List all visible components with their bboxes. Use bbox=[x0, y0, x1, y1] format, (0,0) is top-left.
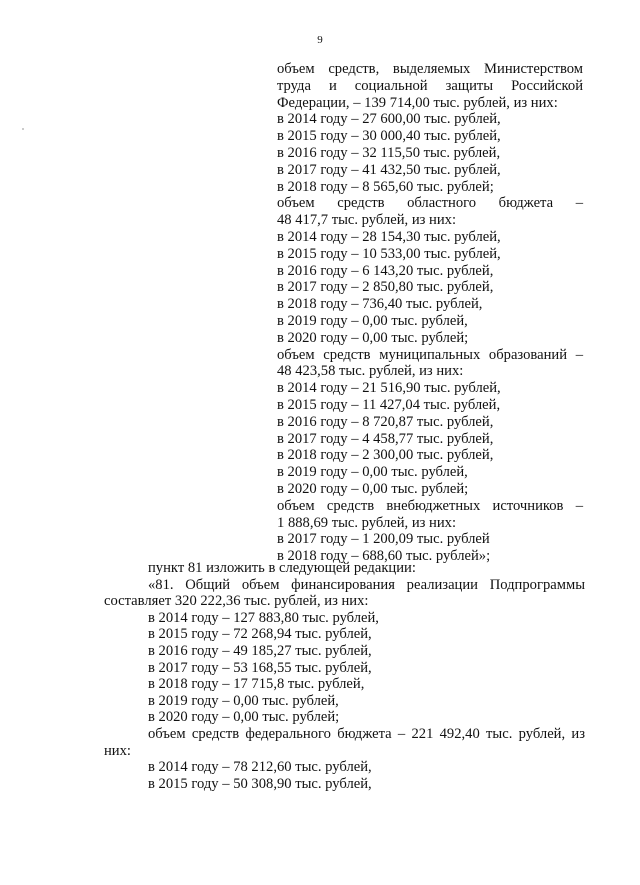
funding-line: в 2014 году – 21 516,90 тыс. рублей, bbox=[277, 380, 501, 397]
funding-line: 48 423,58 тыс. рублей, из них: bbox=[277, 363, 464, 380]
paragraph-line: в 2018 году – 17 715,8 тыс. рублей, bbox=[148, 676, 365, 693]
funding-line: в 2017 году – 41 432,50 тыс. рублей, bbox=[277, 161, 501, 178]
scan-speck bbox=[22, 128, 24, 130]
paragraph-line: составляет 320 222,36 тыс. рублей, из них: bbox=[104, 593, 369, 610]
funding-line: в 2018 году – 8 565,60 тыс. рублей; bbox=[277, 178, 494, 195]
funding-line: 1 888,69 тыс. рублей, из них: bbox=[277, 514, 457, 531]
paragraph-line: в 2015 году – 72 268,94 тыс. рублей, bbox=[148, 626, 372, 643]
funding-line: в 2015 году – 11 427,04 тыс. рублей, bbox=[277, 396, 501, 413]
paragraph-81-body bbox=[104, 560, 585, 792]
funding-line: в 2018 году – 2 300,00 тыс. рублей, bbox=[277, 447, 494, 464]
funding-line: объем средств областного бюджета – bbox=[277, 195, 583, 212]
funding-line: объем средств, выделяемых Министерством bbox=[277, 61, 583, 77]
funding-line: в 2017 году – 1 200,09 тыс. рублей bbox=[277, 531, 490, 548]
funding-sources-column bbox=[277, 61, 583, 565]
funding-line: труда и социальной защиты Российской bbox=[277, 77, 583, 94]
paragraph-line: в 2015 году – 50 308,90 тыс. рублей, bbox=[148, 775, 372, 792]
paragraph-line: в 2019 году – 0,00 тыс. рублей, bbox=[148, 692, 339, 709]
funding-line: в 2019 году – 0,00 тыс. рублей, bbox=[277, 312, 468, 329]
funding-line: в 2016 году – 32 115,50 тыс. рублей, bbox=[277, 144, 501, 161]
paragraph-line: пункт 81 изложить в следующей редакции: bbox=[148, 560, 416, 576]
paragraph-line: в 2017 году – 53 168,55 тыс. рублей, bbox=[148, 659, 372, 676]
paragraph-line: в 2014 году – 127 883,80 тыс. рублей, bbox=[148, 609, 379, 626]
funding-line: в 2016 году – 6 143,20 тыс. рублей, bbox=[277, 262, 494, 279]
funding-line: Федерации, – 139 714,00 тыс. рублей, из них: bbox=[277, 94, 558, 111]
funding-line: в 2018 году – 736,40 тыс. рублей, bbox=[277, 296, 483, 313]
funding-line: объем средств внебюджетных источников – bbox=[277, 497, 583, 514]
funding-line: в 2014 году – 28 154,30 тыс. рублей, bbox=[277, 228, 501, 245]
paragraph-line: в 2014 году – 78 212,60 тыс. рублей, bbox=[148, 759, 372, 776]
funding-line: в 2020 году – 0,00 тыс. рублей; bbox=[277, 329, 469, 346]
funding-line: в 2019 году – 0,00 тыс. рублей, bbox=[277, 464, 468, 481]
paragraph-line: объем средств федерального бюджета – 221 492,40 тыс. рублей, из bbox=[148, 725, 585, 742]
paragraph-line: в 2020 году – 0,00 тыс. рублей; bbox=[148, 709, 340, 726]
funding-line: объем средств муниципальных образований – bbox=[277, 346, 583, 363]
funding-line: в 2017 году – 4 458,77 тыс. рублей, bbox=[277, 430, 494, 447]
paragraph-line: «81. Общий объем финансирования реализации Подпрограммы bbox=[148, 576, 585, 593]
page-number: 9 bbox=[317, 34, 323, 46]
funding-line: в 2018 году – 688,60 тыс. рублей»; bbox=[277, 548, 491, 565]
paragraph-line: них: bbox=[104, 742, 131, 759]
funding-line: в 2015 году – 30 000,40 тыс. рублей, bbox=[277, 128, 501, 145]
funding-line: в 2016 году – 8 720,87 тыс. рублей, bbox=[277, 413, 494, 430]
funding-line: в 2017 году – 2 850,80 тыс. рублей, bbox=[277, 279, 494, 296]
paragraph-line: в 2016 году – 49 185,27 тыс. рублей, bbox=[148, 642, 372, 659]
funding-line: 48 417,7 тыс. рублей, из них: bbox=[277, 212, 457, 229]
funding-line: в 2015 году – 10 533,00 тыс. рублей, bbox=[277, 245, 501, 262]
funding-line: в 2014 году – 27 600,00 тыс. рублей, bbox=[277, 111, 501, 128]
funding-line: в 2020 году – 0,00 тыс. рублей; bbox=[277, 480, 469, 497]
